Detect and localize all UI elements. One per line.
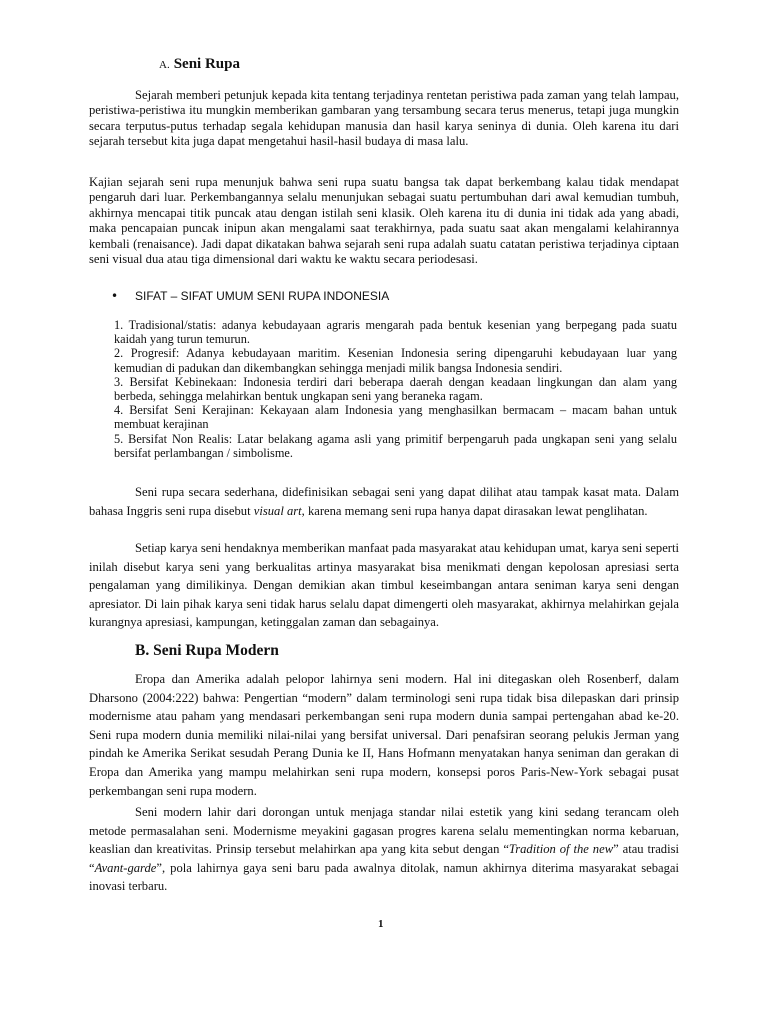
traits-list bbox=[114, 318, 677, 460]
section-a-paragraph-3 bbox=[89, 483, 679, 520]
trait-item: 4. Bersifat Seni Kerajinan: Kekayaan alam Indonesia yang menghasilkan bermacam – macam bahan untuk membuat kerajinan bbox=[114, 403, 677, 432]
paragraph-b2-text-b: ” atau tradisi “ bbox=[89, 842, 680, 875]
paragraph-b2-italic-1: Tradition of the new bbox=[508, 842, 614, 857]
section-b-heading: B. Seni Rupa Modern bbox=[135, 642, 279, 659]
trait-item: 1. Tradisional/statis: adanya kebudayaan agraris mengarah pada bentuk kesenian yang berpegang pada suatu kaidah yang turun temurun. bbox=[114, 318, 677, 347]
section-a-heading bbox=[159, 56, 240, 73]
section-a-paragraph-4: Setiap karya seni hendaknya memberikan manfaat pada masyarakat atau kehidupan umat, karya seni seperti inilah disebut karya seni yang berkualitas artinya masyarakat bisa menikmati dengan kepolosan apresiasi serta pengalaman yang dimilikinya. Dengan demikian akan timbul keseimbangan antara seniman karya seni dengan apresiator. Di lain pihak karya seni tidak harus selalu dapat dimengerti oleh masyarakat, akhirnya melahirkan gejala kurangnya apresiasi, kampungan, ketinggalan zaman dan sebagainya. bbox=[89, 541, 679, 630]
section-a-title: Seni Rupa bbox=[173, 56, 240, 72]
section-a-paragraph-2: Kajian sejarah seni rupa menunjuk bahwa seni rupa suatu bangsa tak dapat berkembang kalau tidak mendapat pengaruh dari luar. Perkembangannya selalu menunjukan sebagai suatu pertumbuhan dari awal kemudian tumbuh, akhirnya mencapai titik puncak atau dengan istilah seni klasik. Oleh karena itu di dunia ini tidak ada yang abadi, maka pencapaian puncak inipun akan mengalami saat terakhirnya, pada suatu saat akan mengalami kelahirannya kembali (renaisance). Jadi dapat dikatakan bahwa sejarah seni rupa adalah suatu catatan peristiwa terjadinya ciptaan seni visual dua atau tiga dimensional dari waktu ke waktu secara periodesasi. bbox=[89, 175, 679, 267]
paragraph-b2-text-a: Seni modern lahir dari dorongan untuk menjaga standar nilai estetik yang kini sedang terancam oleh metode permasalahan seni. Modernisme meyakini gagasan progres karena selalu mementingkan norma kebaruan, keaslian dan kreativitas. Prinsip tersebut melahirkan apa yang kita sebut dengan “ bbox=[89, 805, 679, 857]
bullet-icon: • bbox=[111, 289, 119, 303]
section-a-label: A. bbox=[159, 59, 170, 71]
bullet-heading-text: SIFAT – SIFAT UMUM SENI RUPA INDONESIA bbox=[135, 289, 390, 303]
paragraph-3-text-after: , karena memang seni rupa hanya dapat dirasakan lewat penglihatan. bbox=[301, 503, 648, 518]
trait-item: 5. Bersifat Non Realis: Latar belakang agama asli yang primitif berpengaruh pada ungkapan seni yang selalu bersifat perlambangan / simbolisme. bbox=[114, 431, 677, 460]
section-b-paragraph-2 bbox=[89, 803, 679, 896]
page-number: 1 bbox=[378, 918, 384, 930]
paragraph-b2-italic-2: Avant-garde bbox=[94, 860, 157, 875]
trait-item: 3. Bersifat Kebinekaan: Indonesia terdiri dari beberapa daerah dengan keadaan lingkungan dan alam yang berbeda, sehingga melahirkan bentuk ungkapan seni yang beraneka ragam. bbox=[114, 374, 677, 404]
paragraph-b2-text-c: ”, pola lahirnya gaya seni baru pada awalnya ditolak, namun akhirnya diterima masyarakat sebagai inovasi terbaru. bbox=[89, 860, 679, 894]
trait-item: 2. Progresif: Adanya kebudayaan maritim. Kesenian Indonesia sering dipengaruhi kebudayaan luar yang kemudian di padukan dan dikembangkan sehingga menjadi milik bangsa Indonesia sendiri. bbox=[114, 346, 677, 375]
traits-bullet-heading bbox=[111, 289, 389, 303]
section-b-paragraph-1: Eropa dan Amerika adalah pelopor lahirnya seni modern. Hal ini ditegaskan oleh Rosenberf, dalam Dharsono (2004:222) bahwa: Pengertian “modern” dalam terminologi seni rupa tidak bisa dilepaskan dari prinsip modernisme atau paham yang mendasari perkembangan seni rupa modern dunia sampai pertengahan abad ke-20. Seni rupa modern dunia memiliki nilai-nilai yang bersifat universal. Dari penafsiran seorang pelukis Jerman yang pindah ke Amerika Serikat sesudah Perang Dunia ke II, Hans Hofmann menyatakan hanya seniman dan gerakan di Eropa dan Amerika yang mampu melahirkan seni rupa modern, konsepsi poros Paris-New-York sebagai pusat perkembangan seni rupa modern. bbox=[89, 672, 679, 798]
paragraph-3-italic-term: visual art bbox=[253, 503, 302, 518]
paragraph-3-text-before: Seni rupa secara sederhana, didefinisikan sebagai seni yang dapat dilihat atau tampak kasat mata. Dalam bahasa Inggris seni rupa disebut bbox=[89, 485, 679, 518]
section-a-paragraph-1: Sejarah memberi petunjuk kepada kita tentang terjadinya rentetan peristiwa pada zaman yang telah lampau, peristiwa-peristiwa itu mungkin memberikan gambaran yang tersambung secara terus menerus, tetapi juga mungkin secara terputus-putus terhadap segala kehidupan manusia dan hasil karya seninya di dunia. Oleh karena itu dari sejarah tersebut kita juga dapat mengetahui hasil-hasil budaya di masa lalu. bbox=[89, 88, 679, 149]
